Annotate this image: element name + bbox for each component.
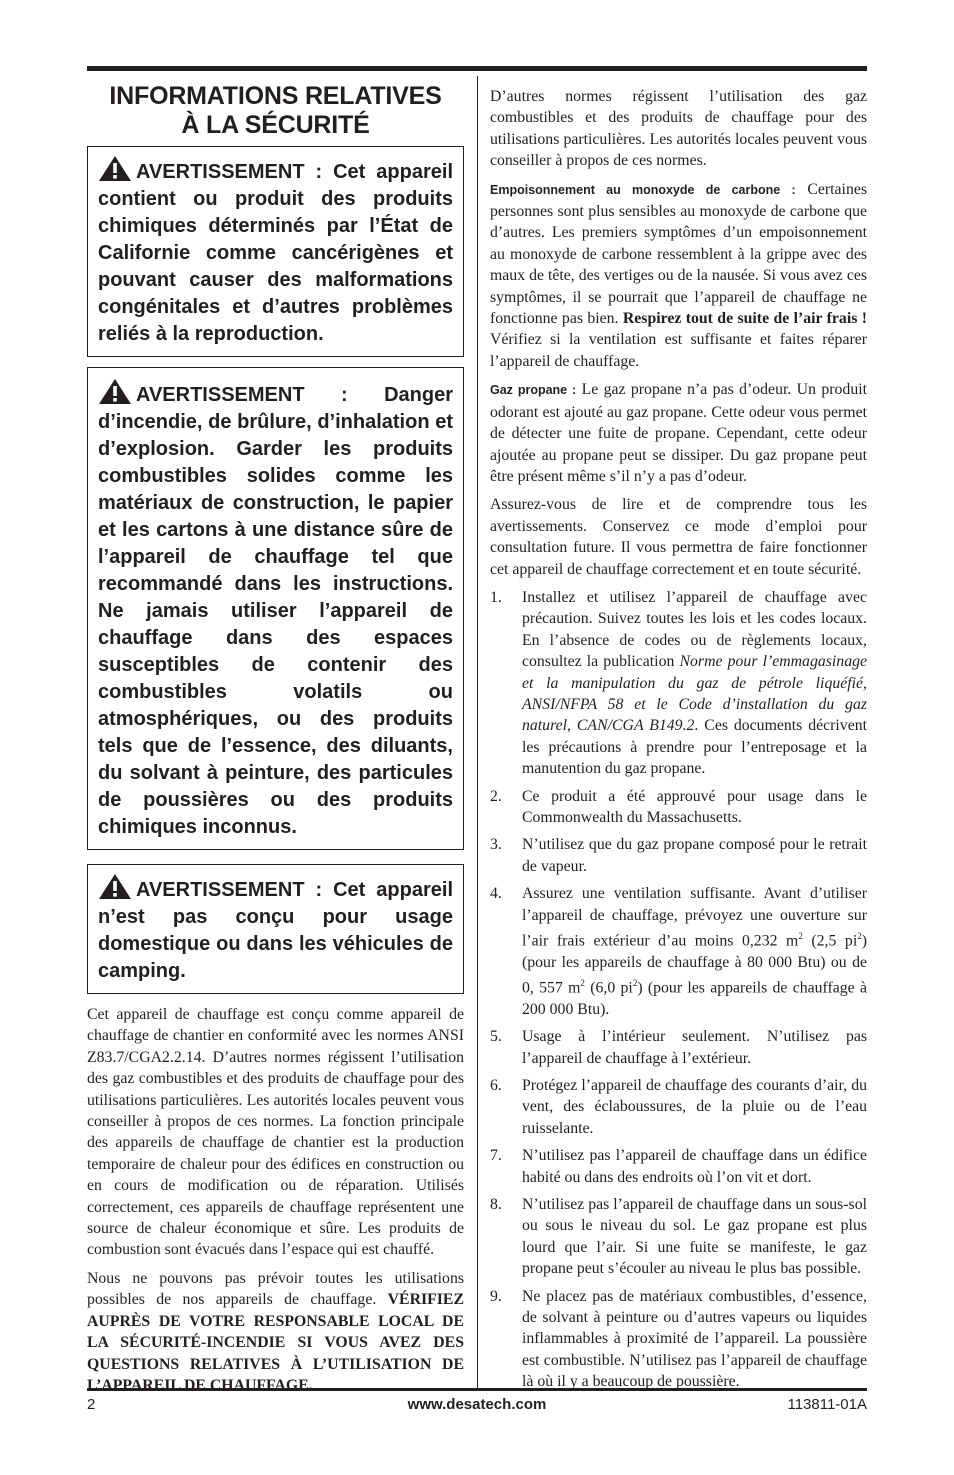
- footer-url[interactable]: www.desatech.com: [407, 1396, 547, 1413]
- warning-box-fire: [87, 367, 464, 850]
- propane-heading: Gaz propane :: [490, 383, 577, 398]
- list-item: 7. N’utilisez pas l’appareil de chauffage dans un édifice habité ou dans des endroits où l’on vit et dort.: [490, 1147, 867, 1186]
- list-item: 8. N’utilisez pas l’appareil de chauffage dans un sous-sol ou sous le niveau du sol. Le gaz propane est plus lourd que l’air. Si une fuite se manifeste, le gaz propane peut s’écouler au niveau le plus bas possible.: [490, 1196, 867, 1278]
- contact-paragraph: Nous ne pouvons pas prévoir toutes les utilisations possibles de nos appareils de chauffage. VÉRIFIEZ AUPRÈS DE VOTRE RESPONSABLE LOCAL DE LA SÉCURITÉ-INCENDIE SI VOUS AVEZ DES QUESTIONS RELATIVES À L’UTILISATION DE L’APPAREIL DE CHAUFFAGE.: [87, 1269, 464, 1394]
- right-column: [490, 86, 867, 1399]
- list-item: 1. Installez et utilisez l’appareil de chauffage avec précaution. Suivez toutes les lois et les codes locaux. En l’absence de codes ou de règlements locaux, consultez la publication Norme pour l’emmagasinage et la manipulation du gaz de pétrole liquéfié, ANSI/NFPA 58 et le Code d’installation du gaz naturel, CAN/CGA B149.2. Ces documents décrivent les précautions à prendre pour l’entreposage et la manutention du gaz propane.: [490, 588, 867, 778]
- left-column: [87, 82, 464, 1403]
- warning-box-domestic: [87, 864, 464, 994]
- page-number: 2: [87, 1396, 96, 1413]
- list-item: 2. Ce produit a été approuvé pour usage dans le Commonwealth du Massachusetts.: [490, 787, 867, 826]
- page-title: INFORMATIONS RELATIVES À LA SÉCURITÉ: [109, 82, 442, 139]
- warning-triangle-icon: [98, 155, 132, 182]
- list-item: 4. Assurez une ventilation suffisante. Avant d’utiliser l’appareil de chauffage, prévoyez une ouverture sur l’air frais extérieur d’au moins 0,232 $m^2$ (2,5 $pi^2$) (pour les appareils de chauffage à 80 000 Btu) ou de 0, 557 $m^2$ (6,0 $pi^2$) (pour les appareils de chauffage à 200 000 Btu).: [490, 885, 868, 1018]
- top-rule: [87, 66, 867, 71]
- co-poisoning-paragraph: Empoisonnement au monoxyde de carbone : Certaines personnes sont plus sensibles au monoxyde de carbone que d’autres. Les premiers symptômes d’un empoisonnement au monoxyde de carbone ressemblent à la grippe avec des maux de tête, des vertiges ou de la nausée. Si vous avez ces symptômes, il se pourrait que l’appareil de chauffage ne fonctionne pas bien. Respirez tout de suite de l’air frais ! Vérifiez si la ventilation est suffisante et faites réparer l’appareil de chauffage.: [490, 180, 867, 370]
- co-heading: Empoisonnement au monoxyde de carbone :: [490, 182, 796, 197]
- list-item: 9. Ne placez pas de matériaux combustibles, d’essence, de solvant à peinture ou d’autres vapeurs ou liquides inflammables à proximité de l’appareil. La poussière est combustible. N’utilisez pas l’appareil de chauffage là où il y a beaucoup de poussière.: [490, 1287, 867, 1391]
- safety-list: [490, 587, 867, 1393]
- warning-text-fire: AVERTISSEMENT : Danger d’incendie, de brûlure, d’inhalation et d’explosion. Garder les produits combustibles solides comme les matériaux de construction, le papier et les cartons à une distance sûre de l’appareil de chauffage tel que recommandé dans les instructions. Ne jamais utiliser l’appareil de chauffage dans des espaces susceptibles de contenir des combustibles volatils ou atmosphériques, ou des produits tels que de l’essence, des diluants, du solvant à peinture, des particules de poussières ou des produits chimiques inconnus.: [98, 384, 453, 838]
- warning-box-cancer: [87, 146, 464, 357]
- list-item: 6. Protégez l’appareil de chauffage des courants d’air, du vent, des éclaboussures, de la pluie ou de l’eau ruisselante.: [490, 1077, 867, 1137]
- propane-paragraph: Gaz propane : Le gaz propane n’a pas d’odeur. Un produit odorant est ajouté au gaz propane. Cette odeur vous permet de détecter une fuite de propane. Cependant, cette odeur ajoutée au propane peut se dissiper. Du gaz propane peut être présent même s’il n’y a pas d’odeur.: [490, 381, 867, 485]
- standards-paragraph: D’autres normes régissent l’utilisation des gaz combustibles et des produits de chauffage pour des utilisations particulières. Les autorités locales peuvent vous conseiller à propos de ces normes.: [490, 88, 867, 170]
- document-code: 113811-01A: [787, 1396, 867, 1413]
- contact-emphasis: VÉRIFIEZ AUPRÈS DE VOTRE RESPONSABLE LOCAL DE LA SÉCURITÉ-INCENDIE SI VOUS AVEZ DES QUESTIONS RELATIVES À L’UTILISATION DE L’APPAREIL DE CHAUFFAGE.: [87, 1291, 464, 1394]
- column-divider: [477, 76, 478, 1388]
- warning-text-cancer: AVERTISSEMENT : Cet appareil contient ou produit des produits chimiques déterminés par l’État de Californie comme cancérigènes et pouvant causer des malformations congénitales et d’autres problèmes reliés à la reproduction.: [98, 161, 453, 345]
- list-item: 3. N’utilisez que du gaz propane composé pour le retrait de vapeur.: [490, 836, 867, 875]
- warning-triangle-icon: [98, 378, 132, 405]
- intro-paragraph: Cet appareil de chauffage est conçu comme appareil de chauffage de chantier en conformité avec les normes ANSI Z83.7/CGA2.2.14. D’autres normes régissent l’utilisation des gaz combustibles et des produits de chauffage pour des utilisations particulières. Les autorités locales peuvent vous conseiller à propos de ces normes. La fonction principale des appareils de chauffage de chantier est la production temporaire de chaleur pour des édifices en construction ou en cours de modification ou de réparation. Utilisés correctement, ces appareils de chauffage représentent une source de chaleur économique et sûre. Les produits de combustion sont évacués dans l’espace qui est chauffé.: [87, 1006, 464, 1259]
- warning-triangle-icon: [98, 873, 132, 900]
- warning-text-domestic: AVERTISSEMENT : Cet appareil n’est pas conçu pour usage domestique ou dans les véhicules de camping.: [98, 879, 453, 982]
- list-item: 5. Usage à l’intérieur seulement. N’utilisez pas l’appareil de chauffage à l’extérieur.: [490, 1028, 867, 1067]
- read-instructions-paragraph: Assurez-vous de lire et de comprendre tous les avertissements. Conservez ce mode d’emploi pour consultation future. Il vous permettra de faire fonctionner cet appareil de chauffage correctement et en toute sécurité.: [490, 496, 867, 578]
